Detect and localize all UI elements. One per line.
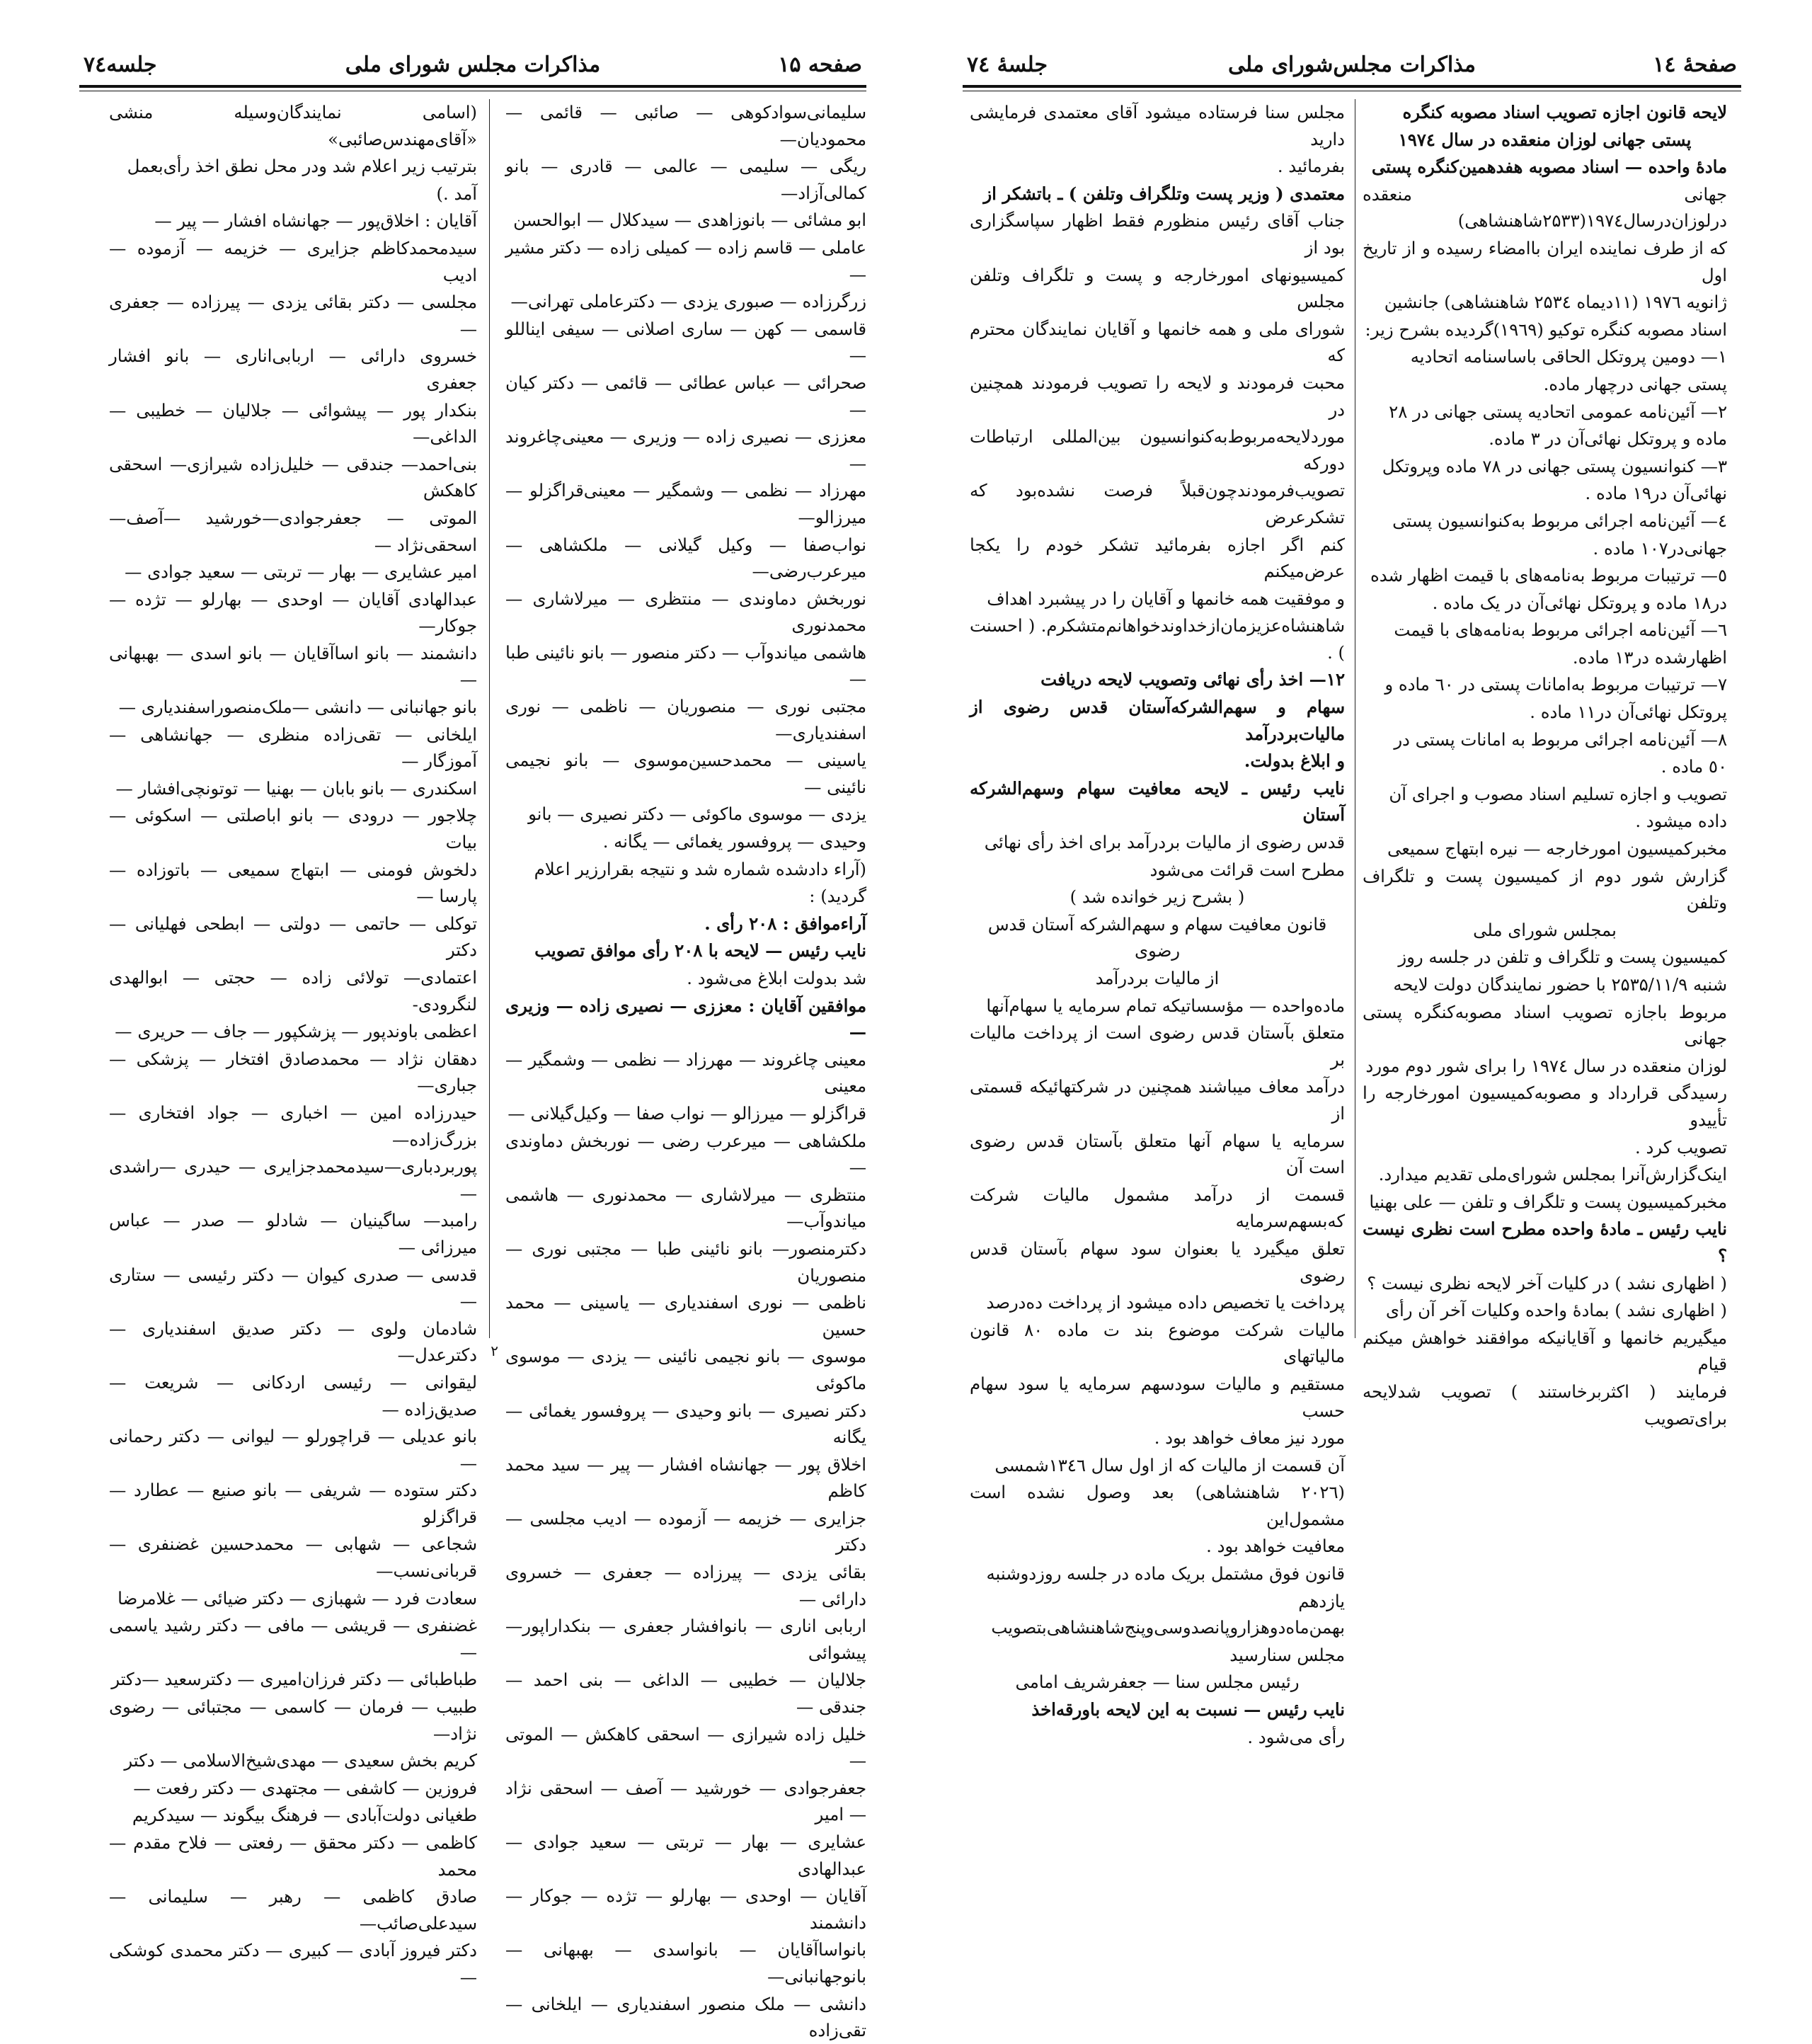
- text-column-left: [970, 99, 1345, 1747]
- text-line: اعظمی باوندپور — پزشکپور — جاف — حریری —: [115, 1021, 477, 1042]
- text-line: ۷— ترتیبات مربوط به‌امانات پستی در ٦۰ ماده و: [1384, 674, 1727, 695]
- text-line: آمد .): [436, 183, 477, 204]
- text-line: لایحه قانون اجازه تصویب اسناد مصوبه کنگره: [1402, 102, 1727, 122]
- text-line: کریم بخش سعیدی — مهدی‌شیخ‌الاسلامی — دکتر: [124, 1750, 477, 1771]
- text-line: قدس رضوی از مالیات بردرآمد برای اخذ رأی نهائی: [984, 832, 1345, 853]
- text-line: بانواساآقایان — بانواسدی — بهبهانی — بانوجهانبانی—: [505, 1939, 866, 1987]
- text-line: کاظمی — دکتر محقق — رفعتی — فلاح مقدم —محمد: [109, 1832, 477, 1880]
- text-line: دکتر نصیری — بانو وحیدی — پروفسور یغمائی —یگانه: [505, 1400, 866, 1448]
- text-line: وحیدی — پروفسور یغمائی — یگانه .: [602, 831, 866, 852]
- text-line: از مالیات بردرآمد: [1095, 968, 1220, 988]
- text-line: کمیسیونهای امورخارجه و پست و تلگراف وتلفن مجلس: [970, 264, 1345, 312]
- text-line: جزایری — خزیمه — آزموده — ادیب مجلسی — دکتر: [505, 1507, 866, 1555]
- footer-mark: ۲: [491, 1342, 498, 1359]
- text-line: نهائی‌آن در۱۹ ماده .: [1585, 483, 1727, 504]
- text-line: جلالیان — خطیبی — الداغی — بنی احمد — جندقی —: [505, 1669, 866, 1718]
- text-line: هاشمی میاندوآب — دکتر منصور — بانو نائینی طبا —: [505, 641, 866, 690]
- text-line: دهقان نژاد — محمدصادق افتخار — پزشکی —جباری—: [109, 1048, 477, 1096]
- text-line: مربوط باجازه تصویب اسناد مصوبه‌کنگره پستی جهانی: [1363, 1001, 1727, 1049]
- text-line: گردید) :: [809, 886, 866, 907]
- text-line: داده میشود .: [1635, 811, 1727, 832]
- text-line: حیدرزاده امین — اخباری — جواد افتخاری — بزرگ‌زاده—: [109, 1102, 477, 1150]
- text-line: مورد نیز معاف خواهد بود .: [1154, 1427, 1345, 1449]
- text-line: دکتر فیروز آبادی — کبیری — دکتر محمدی کوشکی—: [109, 1940, 477, 1987]
- text-line: مجلسی — دکتر بقائی یزدی — پیرزاده — جعفری —: [109, 292, 477, 339]
- text-column-left: [109, 99, 477, 1987]
- text-line: پستی جهانی درچهار ماده.: [1543, 373, 1727, 394]
- text-line: طباطبائی — دکتر فرزان‌امیری — دکترسعید —دکتر: [111, 1669, 477, 1690]
- text-line: بانو عدیلی — قراچورلو — لیوانی — دکتر رحمانی —: [109, 1426, 477, 1473]
- text-line: نایب رئیس ـ مادهٔ واحده مطرح است نظری نیست ؟: [1363, 1218, 1727, 1266]
- text-line: آقایان : اخلاق‌پور — جهانشاه افشار — پیر —: [154, 210, 477, 232]
- text-line: جهانی منعقده درلوزان‌درسال۱۹۷٤(۲۵۳۳شاهنشاهی): [1363, 183, 1727, 232]
- text-line: (آراء دادشده شماره شد و نتیجه بقرارزیر اعلام: [534, 858, 866, 879]
- text-line: موسوی — بانو نجیمی نائینی — یزدی — موسوی ماکوئی: [505, 1346, 866, 1393]
- text-line: درآمد معاف میباشند همچنین در شرکتهائیکه قسمتی از: [970, 1076, 1345, 1124]
- text-line: در۱۸ ماده و پروتکل نهائی‌آن در یک ماده .: [1432, 592, 1727, 613]
- page-15: [79, 50, 866, 2041]
- text-line: دلخوش فومنی — ابتهاج سمیعی — باتوزاده — پارسا —: [109, 859, 477, 907]
- text-line: اخلاق پور — جهانشاه افشار — پیر — سید محمد کاظم: [505, 1454, 866, 1502]
- text-line: جناب آقای رئیس منظورم فقط اظهار سپاسگزاری بود از: [970, 210, 1345, 258]
- text-line: اربابی اناری — بانوافشار جعفری — بنکداراپور—پیشوائی: [505, 1616, 866, 1663]
- text-line: یازدهم بهمن‌ماه‌دو‌هزاروپانصدوسی‌وپنج‌شاهنشاهی‌بتصویب: [991, 1590, 1345, 1638]
- text-line: ۳— کنوانسیون پستی جهانی در ۷۸ ماده وپروتکل: [1382, 455, 1727, 476]
- running-title: مذاکرات مجلس‌شورای ملی: [1227, 52, 1476, 77]
- text-line: ماده و پروتکل نهائی‌آن در ۳ ماده.: [1489, 428, 1727, 450]
- text-line: سهام و سهم‌الشرکه‌آستان قدس رضوی از مالیات‌بردرآمد: [970, 697, 1345, 744]
- text-line: پرداخت یا تخصیص داده میشود از پرداخت ده‌درصد: [986, 1292, 1345, 1313]
- text-line: موردلایحه‌مربوط‌به‌کنوانسیون بین‌المللی ارتباطات دورکه: [970, 426, 1345, 474]
- text-line: ژانویه ۱۹۷٦ (۱۱دیماه ۲۵۳٤ شاهنشاهی) جانشین: [1384, 292, 1727, 313]
- text-line: ناظمی — نوری اسفندیاری — یاسینی — محمد حسین: [505, 1292, 866, 1340]
- text-line: ٤— آئین‌نامه اجرائی مربوط به‌کنوانسیون پستی: [1392, 510, 1727, 531]
- text-line: دکترمنصور— بانو نائینی طبا — مجتبی نوری —منصوریان: [505, 1238, 866, 1286]
- text-line: مستقیم و مالیات سودسهم سرمایه یا سود سهام حسب: [970, 1373, 1345, 1421]
- session-number: جلسهٔ ۷٤: [967, 52, 1048, 77]
- text-line: بانو جهانبانی — دانشی —ملک‌منصوراسفندیاری —: [118, 697, 477, 718]
- text-line: رئیس مجلس سنا — جعفرشریف امامی: [1015, 1672, 1300, 1693]
- text-line: لیقوانی — رئیسی اردکانی — شریعت — صدیق‌زاده —: [109, 1371, 477, 1420]
- text-line: آقایان — اوحدی — بهارلو — تژده — جوکار — دانشمند: [505, 1885, 866, 1933]
- page-14: [963, 50, 1741, 1747]
- text-line: رامبد— ساگینیان — شادلو — صدر — عباس میرزائی —: [109, 1210, 477, 1257]
- text-line: پوربردباری—سیدمحمدجزایری — حیدری —راشدی—: [109, 1156, 477, 1204]
- text-line: امیر عشایری — بهار — تربتی — سعید جوادی —: [125, 561, 477, 583]
- text-line: مالیات شرکت موضوع بند ت ماده‌ ۸۰ قانون مالیاتهای: [970, 1319, 1345, 1367]
- text-line: ( اظهاری نشد ) در کلیات آخر لایحه نظری نیست ؟: [1367, 1272, 1727, 1294]
- text-line: سرمایه یا سهام آنها متعلق بآستان قدس رضوی است آن: [970, 1130, 1345, 1178]
- text-line: ٥۰ ماده .: [1661, 756, 1727, 777]
- text-line: عشایری — بهار — تربتی — سعید جوادی — عبدالهادی: [505, 1832, 866, 1879]
- text-line: چلاجور — درودی — بانو اباصلتی — اسکوئی — بیات: [109, 805, 477, 853]
- text-line: بترتیب زیر اعلام شد ودر محل نطق اخذ رأی‌بعمل: [127, 156, 477, 177]
- text-line: قانون فوق مشتمل بریک ماده در جلسه روزدوشنبه: [986, 1563, 1345, 1585]
- text-line: که از طرف نماینده ایران باامضاء رسیده و از تاریخ اول: [1363, 237, 1727, 285]
- text-line: مادهٔ واحده — اسناد مصوبه هفدهمین‌کنگره پستی: [1371, 156, 1727, 178]
- text-line: متعلق بآستان قدس رضوی است از پرداخت مالیات بر: [970, 1022, 1345, 1070]
- text-line: ۱— دومین پروتکل الحاقی باساسنامه اتحادیه: [1410, 346, 1727, 367]
- text-line: یزدی — موسوی ماکوئی — دکتر نصیری — بانو: [528, 804, 866, 825]
- text-line: رأی می‌شود .: [1247, 1726, 1345, 1747]
- text-line: تصویب کرد .: [1635, 1136, 1727, 1158]
- text-line: طغیانی دولت‌آبادی — فرهنگ بیگوند — سیدکریم: [132, 1805, 477, 1826]
- text-line: کمیسیون پست و تلگراف و تلفن در جلسه روز: [1398, 947, 1727, 968]
- text-line: قراگزلو — میرزالو — نواب صفا — وکیل‌گیلانی —: [508, 1102, 866, 1124]
- header-rule: [79, 85, 866, 88]
- text-line: مجتبی نوری — منصوریان — ناظمی — نوری اسفندیاری—: [505, 696, 866, 743]
- text-line: بمجلس شورای ملی: [1473, 919, 1617, 940]
- text-line: عاملی — قاسم زاده — کمیلی زاده — دکتر مشیر —: [505, 236, 866, 285]
- text-line: آن قسمت از مالیات که از اول سال ۱۳٤٦شمسی: [994, 1454, 1345, 1475]
- text-line: میگیریم خانمها و آقایانیکه موافقند خواهش میکنم قیام: [1363, 1327, 1727, 1375]
- text-line: شد بدولت ابلاغ می‌شود .: [687, 968, 866, 988]
- text-line: اینک‌گزارش‌آنرا بمجلس شورای‌ملی تقدیم میدارد.: [1378, 1164, 1727, 1185]
- text-line: نایب رئیس — لایحه با ۲۰۸ رأی موافق تصویب: [534, 940, 866, 961]
- page-header: [963, 50, 1741, 82]
- text-line: گزارش شور دوم از کمیسیون پست و تلگراف وتلفن: [1363, 865, 1727, 913]
- text-line: قاسمی — کهن — ساری اصلانی — سیفی ایناللو —: [505, 318, 866, 366]
- text-line: موافقین آقایان : معززی — نصیری زاده — وزیری —: [505, 995, 866, 1043]
- text-line: مخبرکمیسیون امورخارجه — نیره ابتهاج سمیعی: [1387, 838, 1727, 860]
- text-line: شجاعی — شهابی — محمدحسین غضنفری — قربانی‌نسب—: [109, 1534, 477, 1582]
- text-line: ( اظهاری نشد ) بمادهٔ واحده وکلیات آخر آن رأی: [1385, 1300, 1727, 1321]
- text-line: زرگرزاده — صبوری یزدی — دکترعاملی تهرانی—: [510, 291, 866, 312]
- text-line: مخبرکمیسیون پست و تلگراف و تلفن — علی بهنیا: [1369, 1191, 1727, 1212]
- text-line: (اسامی نمایندگان‌وسیله منشی «آقای‌مهندس‌صائبی»: [109, 102, 477, 149]
- text-line: بنکدار پور — پیشوائی — جلالیان — خطیبی —الداغی—: [109, 399, 477, 447]
- page-number: صفحهٔ ۱٤: [1653, 52, 1737, 77]
- text-line: شورای ملی و همه خانمها و آقایان نمایندگان محترم که: [970, 318, 1345, 366]
- text-line: فرمایند ( اکثربرخاستند ) تصویب شدلایحه برای‌تصویب: [1363, 1381, 1727, 1429]
- text-line: معتمدی ( وزیر پست وتلگراف وتلفن ) ـ باتشکر از: [983, 183, 1345, 204]
- text-line: بفرمائید .: [1277, 156, 1345, 177]
- text-line: خلیل زاده شیرازی — اسحقی کاهکش — الموتی —: [505, 1723, 866, 1771]
- header-rule: [963, 85, 1741, 88]
- text-line: سعادت فرد — شهبازی — دکتر ضیائی — غلامرضا: [117, 1587, 477, 1609]
- text-line: مجلس سنا فرستاده میشود آقای معتمدی فرمایشی دارید: [970, 102, 1345, 149]
- text-line: ۸— آئین‌نامه اجرائی مربوط به امانات پستی در: [1394, 729, 1727, 750]
- text-line: شنبه ۲۵۳۵/۱۱/۹ با حضور نمایندگان دولت لایحه: [1393, 974, 1727, 995]
- text-line: (۲۰۲٦ شاهنشاهی) بعد وصول نشده است مشمول‌این: [970, 1482, 1345, 1529]
- text-line: دکتر ستوده — شریفی — بانو صنیع — عطارد — قراگزلو: [109, 1480, 477, 1527]
- text-line: قانون معافیت سهام و سهم‌الشرکه آستان قدس رضوی: [987, 913, 1327, 961]
- text-line: ایلخانی — تقی‌زاده منظری — جهانشاهی — آموزگار —: [109, 724, 477, 772]
- text-line: بقائی یزدی — پیرزاده — جعفری — خسروی دارائی —: [505, 1562, 866, 1609]
- text-line: پروتکل نهائی‌آن در۱۱ ماده .: [1530, 702, 1727, 723]
- text-line: یاسینی — محمدحسین‌موسوی — بانو نجیمی نائینی —: [505, 750, 866, 797]
- text-line: اسناد مصوبه کنگره توکیو (۱۹٦۹)گردیده بشرح زیر:: [1365, 319, 1727, 340]
- text-line: ۲— آئین‌نامه عمومی اتحادیه پستی جهانی در ۲۸: [1389, 401, 1727, 422]
- text-line: آراءموافق : ۲۰۸ رأی .: [704, 913, 866, 934]
- text-line: محبت فرمودند و لایحه را تصویب فرمودند همچنین در: [970, 372, 1345, 420]
- text-line: فروزین — کاشفی — مجتهدی — دکتر رفعت —: [133, 1777, 477, 1798]
- text-line: جهانی‌در۱۰۷ ماده .: [1593, 537, 1727, 559]
- text-line: معافیت خواهد بود .: [1206, 1536, 1345, 1557]
- text-line: صحرائی — عباس عطائی — قائمی — دکتر کیان —: [505, 372, 866, 420]
- text-line: ٦— آئین‌نامه اجرائی مربوط به‌نامه‌های با قیمت: [1394, 620, 1727, 641]
- text-column-right: [1363, 99, 1727, 1429]
- text-line: ریگی — سلیمی — عالمی — قادری — بانو کمالی‌آزاد—: [505, 156, 866, 203]
- text-line: ٥— ترتیبات مربوط به‌نامه‌های با قیمت اظهار شده: [1370, 565, 1727, 586]
- text-line: سلیمانی‌سوادکوهی — صائبی — قائمی — محمودیان—: [505, 102, 866, 149]
- text-line: قدسی — صدری کیوان — دکتر رئیسی — ستاری—: [109, 1264, 477, 1312]
- text-line: دانشمند — بانو اسا‌آقایان — بانو اسدی — بهبهانی—: [109, 642, 477, 690]
- text-line: تصویب‌فرمودندچون‌قبلاً فرصت نشده‌بود که تشکرعرض: [970, 480, 1345, 527]
- text-line: صادق کاظمی — رهبر — سلیمانی — سیدعلی‌صائب—: [109, 1886, 477, 1934]
- text-line: خسروی دارائی — اربابی‌اناری — بانو افشار جعفری: [109, 346, 477, 393]
- text-line: تصویب و اجازه تسلیم اسناد مصوب و اجرای آن: [1389, 783, 1727, 804]
- text-line: اظهارشده در۱۳ ماده.: [1572, 646, 1727, 668]
- text-line: سیدمحمدکاظم جزایری — خزیمه — آزموده —ادیب: [109, 237, 477, 285]
- page-number: صفحه ۱۵: [778, 52, 862, 77]
- text-line: طبیب — فرمان — کاسمی — مجتبائی — رضوی نژاد—: [109, 1696, 477, 1744]
- text-line: ( بشرح زیر خوانده شد ): [1070, 886, 1245, 908]
- column-divider: [489, 99, 490, 1338]
- text-line: اعتمادی— تولائی زاده — حجتی — ابوالهدی لنگرودی-: [109, 967, 477, 1015]
- text-line: نوربخش دماوندی — منتظری — میرلاشاری —محمدنوری: [505, 588, 866, 636]
- text-line: تعلق میگیرد یا بعنوان سود سهام بآستان قدس رضوی: [970, 1238, 1345, 1286]
- text-line: قسمت از درآمد مشمول مالیات شرکت که‌بسهم‌سرمایه: [970, 1184, 1345, 1232]
- text-line: نواب‌صفا — وکیل گیلانی — ملکشاهی — میرعرب‌رضی—: [505, 534, 866, 582]
- text-line: نایب رئیس ـ لایحه معافیت سهام وسهم‌الشرکه آستان: [970, 777, 1345, 826]
- text-line: شادمان ولوی — دکتر صدیق اسفندیاری — دکترعدل—: [109, 1318, 477, 1366]
- text-line: ۱۲— اخذ رأی نهائی وتصویب لایحه دریافت: [1040, 669, 1345, 690]
- text-line: الموتی — جعفرجوادی—خورشید —آصف— اسحقی‌نژاد —: [109, 507, 477, 555]
- text-column-right: [505, 99, 866, 2041]
- text-line: معینی چاغروند — مهرزاد — نظمی — وشمگیر —معینی: [505, 1049, 866, 1097]
- text-line: نایب رئیس — نسبت به این لایحه باورقه‌اخذ: [1031, 1699, 1345, 1720]
- text-line: بنی‌احمد— جندقی — خلیل‌زاده شیرازی— اسحقی کاهکش: [109, 453, 477, 501]
- text-line: مهرزاد — نظمی — وشمگیر — معینی‌قراگزلو —میرزالو—: [505, 480, 866, 527]
- text-line: و ابلاغ بدولت.: [1244, 750, 1345, 772]
- session-number: جلسه۷٤: [84, 52, 157, 77]
- text-line: پستی جهانی لوزان منعقده در سال ۱۹۷٤: [1398, 129, 1692, 150]
- text-line: مطرح است قرائت می‌شود: [1149, 859, 1345, 880]
- text-line: ابو مشائی — بانوزاهدی — سید‌کلال — ابوالحسن: [513, 210, 866, 231]
- text-line: لوزان منعقده در سال ۱۹۷٤ را برای شور دوم مورد: [1365, 1055, 1727, 1076]
- text-line: توکلی — حاتمی — دولتی — ابطحی فهلیانی — دکتر: [109, 913, 477, 961]
- text-line: معززی — نصیری زاده — وزیری — معینی‌چاغروند —: [505, 426, 866, 474]
- text-line: رسیدگی قرارداد و مصوبه‌کمیسیون امورخارجه را تأییدو: [1363, 1083, 1727, 1130]
- text-line: ملکشاهی — میرعرب رضی — نوربخش دماوندی —: [505, 1130, 866, 1178]
- page-header: [79, 50, 866, 82]
- text-line: اسکندری — بانو بابان — بهنیا — توتونچی‌افشار —: [115, 777, 477, 799]
- text-line: ماده‌واحده — مؤسساتیکه تمام سرمایه یا سهام‌آنها: [986, 995, 1345, 1016]
- text-line: کنم اگر اجازه بفرمائید تشکر خودم را یکجا عرض‌میکنم: [970, 534, 1345, 582]
- text-line: و موفقیت همه خانمها و آقایان را در پیشبرد اهداف: [987, 588, 1345, 609]
- text-line: منتظری — میرلاشاری — محمدنوری — هاشمی میاندوآب—: [505, 1184, 866, 1232]
- text-line: مجلس سنارسید: [1229, 1644, 1345, 1665]
- text-line: جعفرجوادی — خورشید — آصف — اسحقی نژاد — امیر: [505, 1777, 866, 1825]
- text-line: شاهنشاه‌عزیزمان‌ازخداوندخواهانم‌متشکرم. ( احسنت ) .: [970, 615, 1345, 663]
- running-title: مذاکرات مجلس شورای ملی: [345, 52, 601, 77]
- text-line: عبدالهادی آقایان — اوحدی — بهارلو — تژده —جوکار—: [109, 588, 477, 636]
- text-line: غضنفری — قریشی — مافی — دکتر رشید یاسمی —: [109, 1615, 477, 1662]
- text-line: دانشی — ملک منصور اسفندیاری — ایلخانی — تقی‌زاده: [505, 1993, 866, 2041]
